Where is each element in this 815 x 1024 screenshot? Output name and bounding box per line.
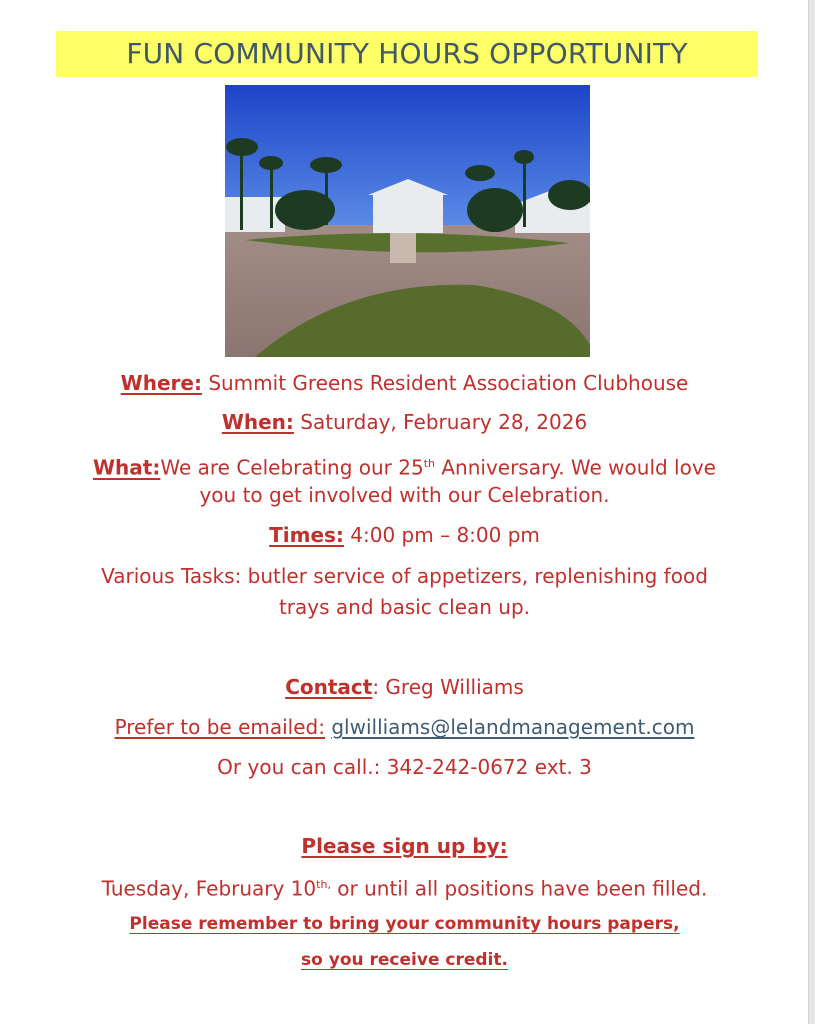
signup-date-cont: or until all positions have been filled.: [330, 876, 708, 901]
clubhouse-photo: [225, 85, 590, 357]
tasks-line-2: trays and basic clean up.: [278, 595, 531, 619]
what-label: What:: [93, 455, 161, 480]
email-line: [0, 713, 809, 741]
contact-value: : Greg Williams: [372, 675, 524, 699]
where-label: Where:: [120, 371, 202, 395]
signup-heading: [0, 832, 809, 860]
where-line: [0, 369, 809, 397]
signup-date-line: [0, 871, 809, 903]
tasks-line-1: Various Tasks: butler service of appetizers, replenishing food: [101, 564, 708, 588]
reminder-text-1: Please remember to bring your community hours papers,: [129, 914, 680, 934]
signup-sup: th,: [316, 878, 331, 891]
when-label: When:: [221, 410, 294, 434]
what-line: [0, 450, 809, 482]
what-sup: th: [423, 457, 435, 470]
what-value: We are Celebrating our 25: [160, 455, 424, 480]
signup-date: Tuesday, February 10: [101, 876, 317, 901]
email-link[interactable]: glwilliams@lelandmanagement.com: [331, 715, 695, 739]
page-edge: [808, 0, 815, 1024]
contact-line: [0, 673, 809, 701]
where-value: Summit Greens Resident Association Clubhouse: [208, 371, 689, 395]
reminder-text-2: so you receive credit.: [301, 950, 508, 970]
when-line: [0, 408, 809, 436]
when-value: Saturday, February 28, 2026: [300, 410, 588, 434]
what-line-2: you to get involved with our Celebration.: [199, 483, 610, 507]
flyer-title: FUN COMMUNITY HOURS OPPORTUNITY: [56, 31, 758, 77]
email-label: Prefer to be emailed:: [114, 715, 325, 739]
reminder-line-1: [0, 908, 809, 938]
times-value: 4:00 pm – 8:00 pm: [350, 523, 540, 547]
what-value-cont: Anniversary. We would love: [435, 455, 716, 480]
times-line: [0, 521, 809, 549]
signup-heading-text: Please sign up by:: [301, 834, 508, 858]
contact-label: Contact: [285, 675, 373, 699]
phone-line: Or you can call.: 342-242-0672 ext. 3: [217, 755, 592, 779]
times-label: Times:: [269, 523, 344, 547]
reminder-line-2: [0, 944, 809, 974]
